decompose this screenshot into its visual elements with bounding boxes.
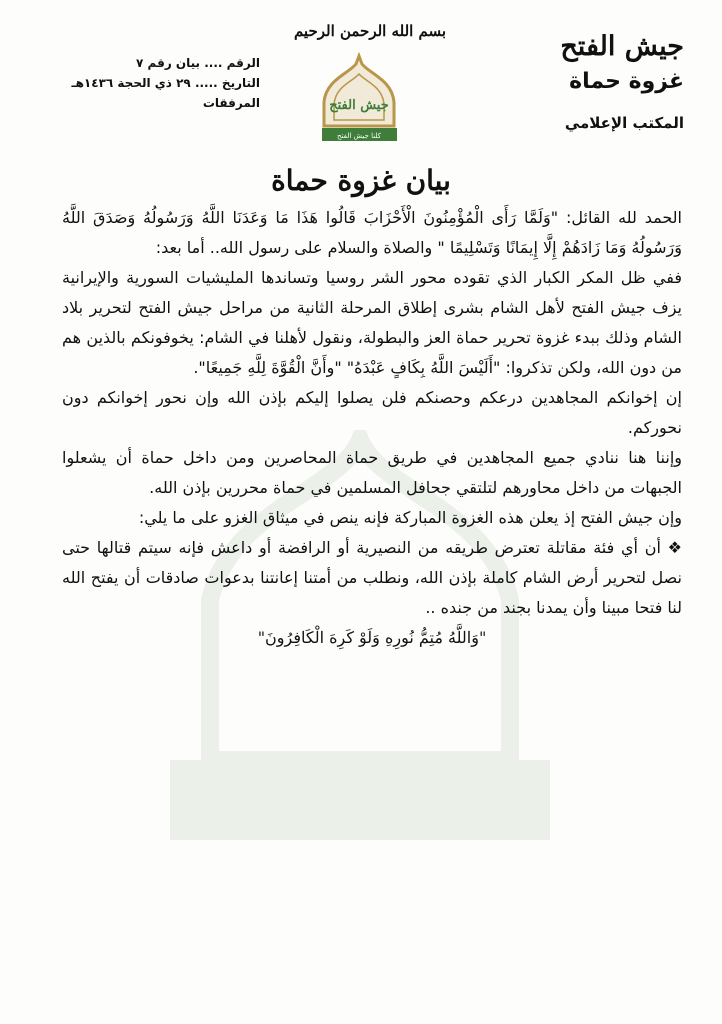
logo-subtext: كلنا جيش الفتح <box>337 132 381 140</box>
closing-verse: "وَاللَّهُ مُتِمُّ نُورِهِ وَلَوْ كَرِهَ الْكَافِرُونَ" <box>257 628 487 647</box>
campaign-name: غزوة حماة <box>569 69 684 94</box>
body-paragraph: ففي ظل المكر الكبار الذي تقوده محور الشر روسيا وتساندها المليشيات السورية والإيرانية يزف جيش الفتح لأهل الشام بشرى إطلاق المرحلة الثانية من مراحل جيش الفتح لتحرير بلاد الشام وذلك ببدء غزوة تحرير حماة العز والبطولة، ونقول لأهلنا في الشام: يخوفونكم بالذين هم من دون الله، ولكن تذكروا: "أَلَيْسَ اللَّهُ بِكَافٍ عَبْدَهُ" "وأَنَّ الْقُوَّةَ لِلَّهِ جَمِيعًا". <box>62 268 682 377</box>
reference-number: الرقم .... بيان رقم ٧ <box>136 56 260 70</box>
body-paragraph: الحمد لله القائل: "وَلَمَّا رَأَى الْمُؤْمِنُونَ الْأَحْزَابَ قَالُوا هَذَا مَا وَعَدَنَا اللَّهُ وَرَسُولُهُ وَصَدَقَ اللَّهُ وَرَسُولُهُ وَمَا زَادَهُمْ إِلَّا إِيمَانًا وَتَسْلِيمًا " والصلاة والسلام على رسول الله.. أما بعد: <box>62 208 682 257</box>
body-paragraph: ❖ أن أي فئة مقاتلة تعترض طريقه من النصيرية أو الرافضة أو داعش فإنه سيتم قتالها حتى نصل لتحرير أرض الشام كاملة بإذن الله، ونطلب من أمتنا إعانتنا بدعوات صادقات أن يفتح الله لنا فتحا مبينا وأن يمدنا بجند من جنده .. <box>62 538 682 617</box>
body-paragraph: وإن جيش الفتح إذ يعلن هذه الغزوة المباركة فإنه ينص في ميثاق الغزو على ما يلي: <box>138 508 682 527</box>
statement-title: بيان غزوة حماة <box>271 164 451 197</box>
media-office-label: المكتب الإعلامي <box>564 114 684 132</box>
logo-text: جيش الفتح <box>329 98 389 113</box>
statement-body <box>62 203 682 653</box>
body-paragraph: إن إخوانكم المجاهدين درعكم وحصنكم فلن يصلوا إليكم بإذن الله وإن نحور إخوانكم دون نحوركم. <box>62 388 682 437</box>
body-paragraph: وإننا هنا ننادي جميع المجاهدين في طريق حماة المحاصرين ومن داخل حماة أن يشعلوا الجبهات من داخل محاورهم لتلتقي جحافل المسلمين في حماة محررين بإذن الله. <box>62 448 682 497</box>
organization-logo <box>312 52 407 147</box>
header-reference-block <box>60 53 260 113</box>
header-organization-block <box>474 30 684 132</box>
basmala: بسم الله الرحمن الرحيم <box>293 22 447 40</box>
document-date: التاريخ ..... ٢٩ ذي الحجة ١٤٣٦هـ <box>71 76 260 90</box>
attachments-label: المرفقات <box>202 96 260 110</box>
organization-name: جيش الفتح <box>560 31 684 62</box>
